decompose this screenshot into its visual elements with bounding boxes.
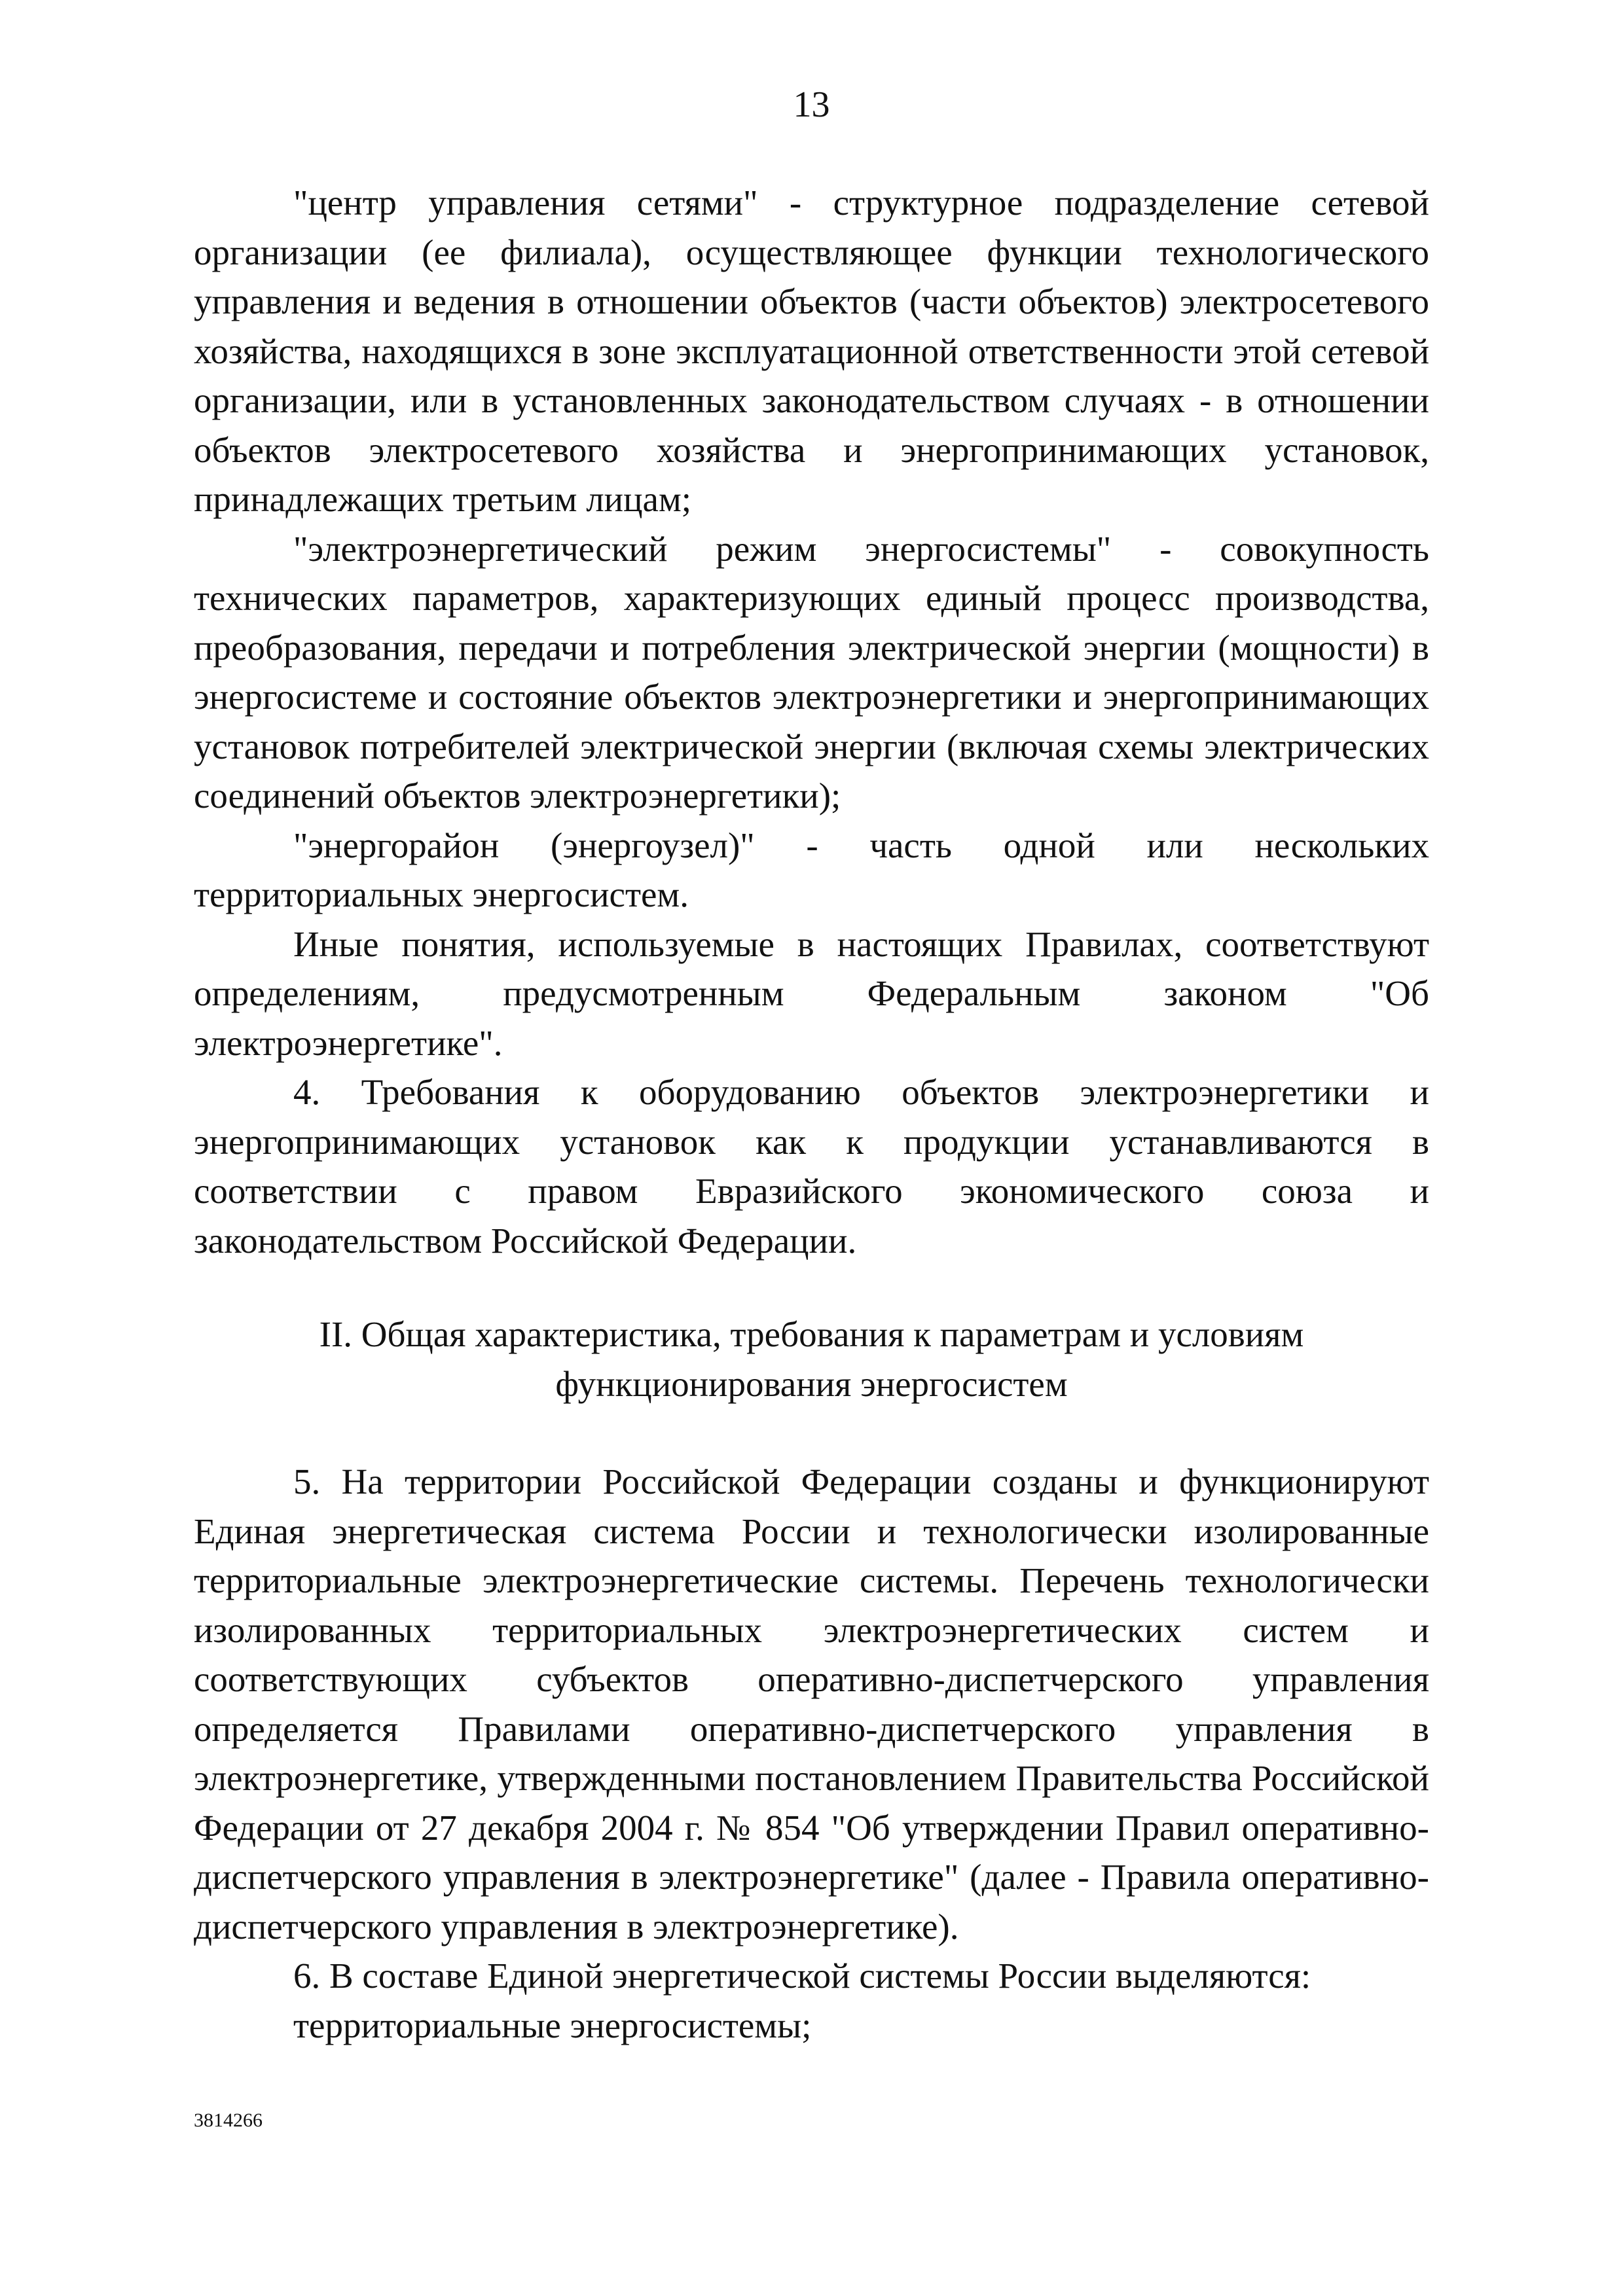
paragraph-item-5: 5. На территории Российской Федерации созданы и функционируют Единая энергетическая система России и технологически изолированные территориальные электроэнергетические системы. Перечень технологически изолированных территориальных электроэнергетических систем и соответствующих субъектов оперативно-диспетчерского управления определяется Правилами оперативно-диспетчерского управления в электроэнергетике, утвержденными постановлением Правительства Российской Федерации от 27 декабря 2004 г. № 854 "Об утверждении Правил оперативно-диспетчерского управления в электроэнергетике" (далее - Правила оперативно-диспетчерского управления в электроэнергетике). (194, 1462, 1429, 1946)
paragraph-territorial-systems: территориальные энергосистемы; (293, 2005, 812, 2045)
paragraph-network-control-center: "центр управления сетями" - структурное подразделение сетевой организации (ее филиала), осуществляющее функции технологического управления и ведения в отношении объектов (части объектов) электросетевого хозяйства, находящихся в зоне эксплуатационной ответственности этой сетевой организации, или в установленных законодательством случаях - в отношении объектов электросетевого хозяйства и энергопринимающих установок, принадлежащих третьим лицам; (194, 183, 1429, 519)
section-heading-line-1: II. Общая характеристика, требования к параметрам и условиям (319, 1314, 1304, 1354)
paragraph-item-6: 6. В составе Единой энергетической системы России выделяются: (293, 1956, 1311, 1996)
section-heading-line-2: функционирования энергосистем (555, 1363, 1068, 1404)
paragraph-item-4: 4. Требования к оборудованию объектов электроэнергетики и энергопринимающих установок как к продукции устанавливаются в соответствии с правом Евразийского экономического союза и законодательством Российской Федерации. (194, 1072, 1429, 1261)
section-heading (194, 1310, 1429, 1408)
paragraph-energy-district: "энергорайон (энергоузел)" - часть одной или нескольких территориальных энергосистем. (194, 825, 1429, 914)
paragraph-other-concepts: Иные понятия, используемые в настоящих Правилах, соответствуют определениям, предусмотренным Федеральным законом "Об электроэнергетике". (194, 924, 1429, 1063)
paragraph-electric-power-regime: "электроэнергетический режим энергосистемы" - совокупность технических параметров, характеризующих единый процесс производства, преобразования, передачи и потребления электрической энергии (мощности) в энергосистеме и состояние объектов электроэнергетики и энергопринимающих установок потребителей электрической энергии (включая схемы электрических соединений объектов электроэнергетики); (194, 528, 1429, 816)
document-body (194, 178, 1429, 2050)
page-number: 13 (793, 84, 830, 125)
document-code: 3814266 (194, 2109, 263, 2131)
